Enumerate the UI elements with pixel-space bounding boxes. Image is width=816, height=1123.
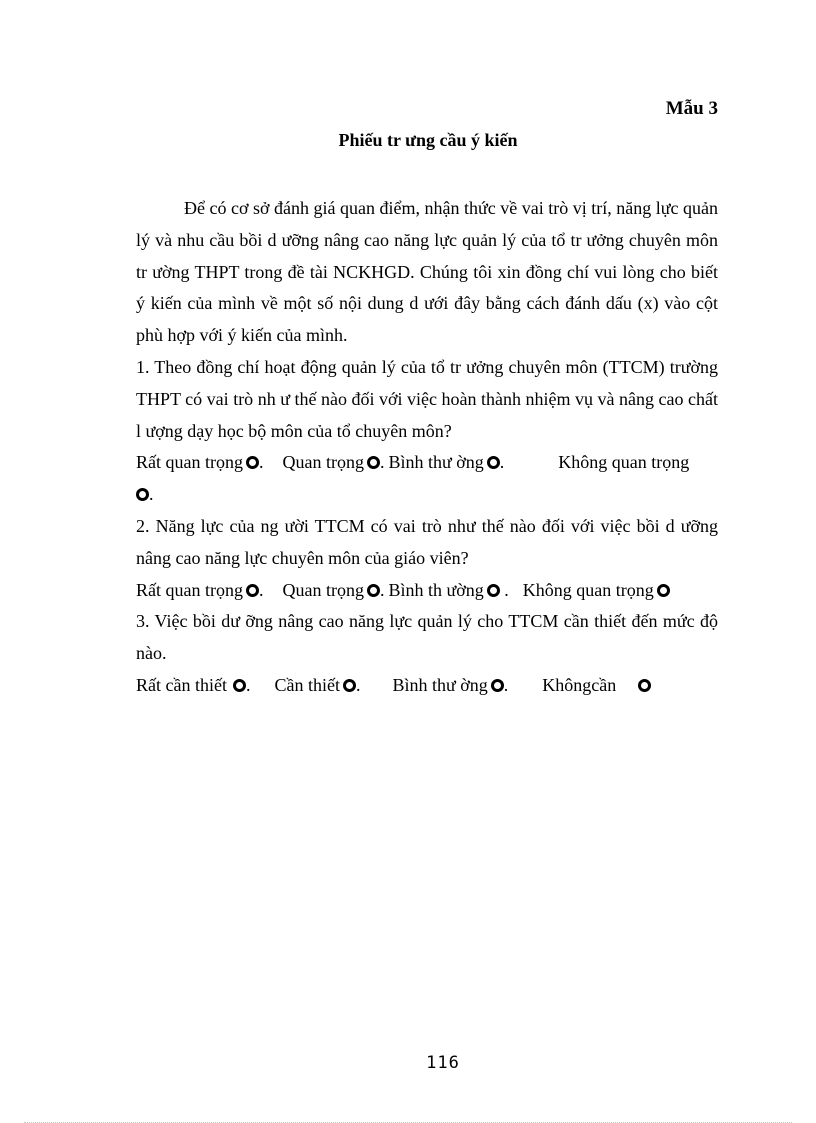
q2-option-not-important[interactable] bbox=[523, 575, 670, 607]
radio-circle-icon[interactable] bbox=[367, 456, 380, 469]
question-1-options bbox=[136, 447, 718, 479]
page-number: 116 bbox=[426, 1053, 460, 1073]
q1-option-important[interactable]: Quan trọng . bbox=[282, 452, 385, 473]
radio-circle-icon[interactable] bbox=[638, 679, 651, 692]
option-label: Khôngcần bbox=[542, 674, 617, 695]
q3-option-necessary[interactable]: Cần thiết . bbox=[274, 674, 361, 695]
question-3-text: 3. Việc bồi dư ỡng nâng cao năng lực quản lý cho TTCM cần thiết đến mức độ nào. bbox=[136, 611, 718, 664]
option-label: Rất quan trọng bbox=[136, 579, 243, 600]
option-label: Rất quan trọng bbox=[136, 452, 243, 473]
form-label: Mẫu 3 bbox=[665, 98, 718, 119]
q3-option-very-necessary[interactable]: Rất cần thiết . bbox=[136, 674, 251, 695]
intro-paragraph: Để có cơ sở đánh giá quan điểm, nhận thức về vai trò vị trí, năng lực quản lý và nhu cầu bồi d ưỡng nâng cao năng lực quản lý của tổ tr ưởng chuyên môn tr ường THPT trong đề tài NCKHGD. Chúng tôi xin đồng chí vui lòng cho biết ý kiến của mình về một số nội dung d ưới đây bằng cách đánh dấu (x) vào cột phù hợp với ý kiến của mình. bbox=[136, 198, 718, 346]
question-3-options bbox=[136, 670, 718, 702]
radio-circle-icon[interactable] bbox=[343, 679, 356, 692]
option-label: Bình th ường bbox=[388, 579, 484, 600]
radio-circle-icon[interactable] bbox=[233, 679, 246, 692]
question-1-text: 1. Theo đồng chí hoạt động quản lý của tổ tr ưởng chuyên môn (TTCM) trường THPT có vai trò nh ư thế nào đối với việc hoàn thành nhiệm vụ và nâng cao chất l ượng dạy học bộ môn của tổ chuyên môn? bbox=[136, 356, 718, 441]
question-2-options bbox=[136, 575, 718, 607]
q1-option-normal[interactable]: Bình thư ờng . bbox=[388, 452, 505, 473]
option-label: Bình thư ờng bbox=[392, 674, 488, 695]
q1-option-not-important[interactable] bbox=[558, 447, 689, 479]
q2-option-important[interactable]: Quan trọng . bbox=[282, 579, 385, 600]
option-label: Không quan trọng bbox=[522, 579, 654, 600]
radio-circle-icon[interactable] bbox=[367, 584, 380, 597]
radio-circle-icon[interactable] bbox=[491, 679, 504, 692]
radio-circle-icon[interactable] bbox=[487, 584, 500, 597]
radio-circle-icon[interactable] bbox=[246, 584, 259, 597]
q3-option-normal[interactable]: Bình thư ờng . bbox=[392, 674, 509, 695]
radio-circle-icon[interactable] bbox=[136, 488, 149, 501]
q2-option-very-important[interactable]: Rất quan trọng . bbox=[136, 579, 264, 600]
option-label: Rất cần thiết bbox=[136, 674, 227, 695]
question-2-text: 2. Năng lực của ng ười TTCM có vai trò như thế nào đối với việc bồi d ưỡng nâng cao năng lực chuyên môn của giáo viên? bbox=[136, 515, 718, 568]
option-label: Không quan trọng bbox=[558, 452, 690, 473]
radio-circle-icon[interactable] bbox=[246, 456, 259, 469]
option-label: Quan trọng bbox=[282, 452, 364, 473]
question-1-options-wrap: . bbox=[136, 479, 718, 511]
option-label: Bình thư ờng bbox=[388, 452, 484, 473]
radio-circle-icon[interactable] bbox=[487, 456, 500, 469]
q3-option-not-necessary[interactable] bbox=[542, 670, 651, 702]
q2-option-normal[interactable]: Bình th ường . bbox=[388, 579, 509, 600]
survey-body bbox=[136, 193, 718, 702]
q1-option-very-important[interactable]: Rất quan trọng . bbox=[136, 452, 264, 473]
option-label: Cần thiết bbox=[274, 674, 340, 695]
radio-circle-icon[interactable] bbox=[657, 584, 670, 597]
form-title: Phiếu tr ưng cầu ý kiến bbox=[338, 130, 518, 150]
option-label: Quan trọng bbox=[282, 579, 364, 600]
